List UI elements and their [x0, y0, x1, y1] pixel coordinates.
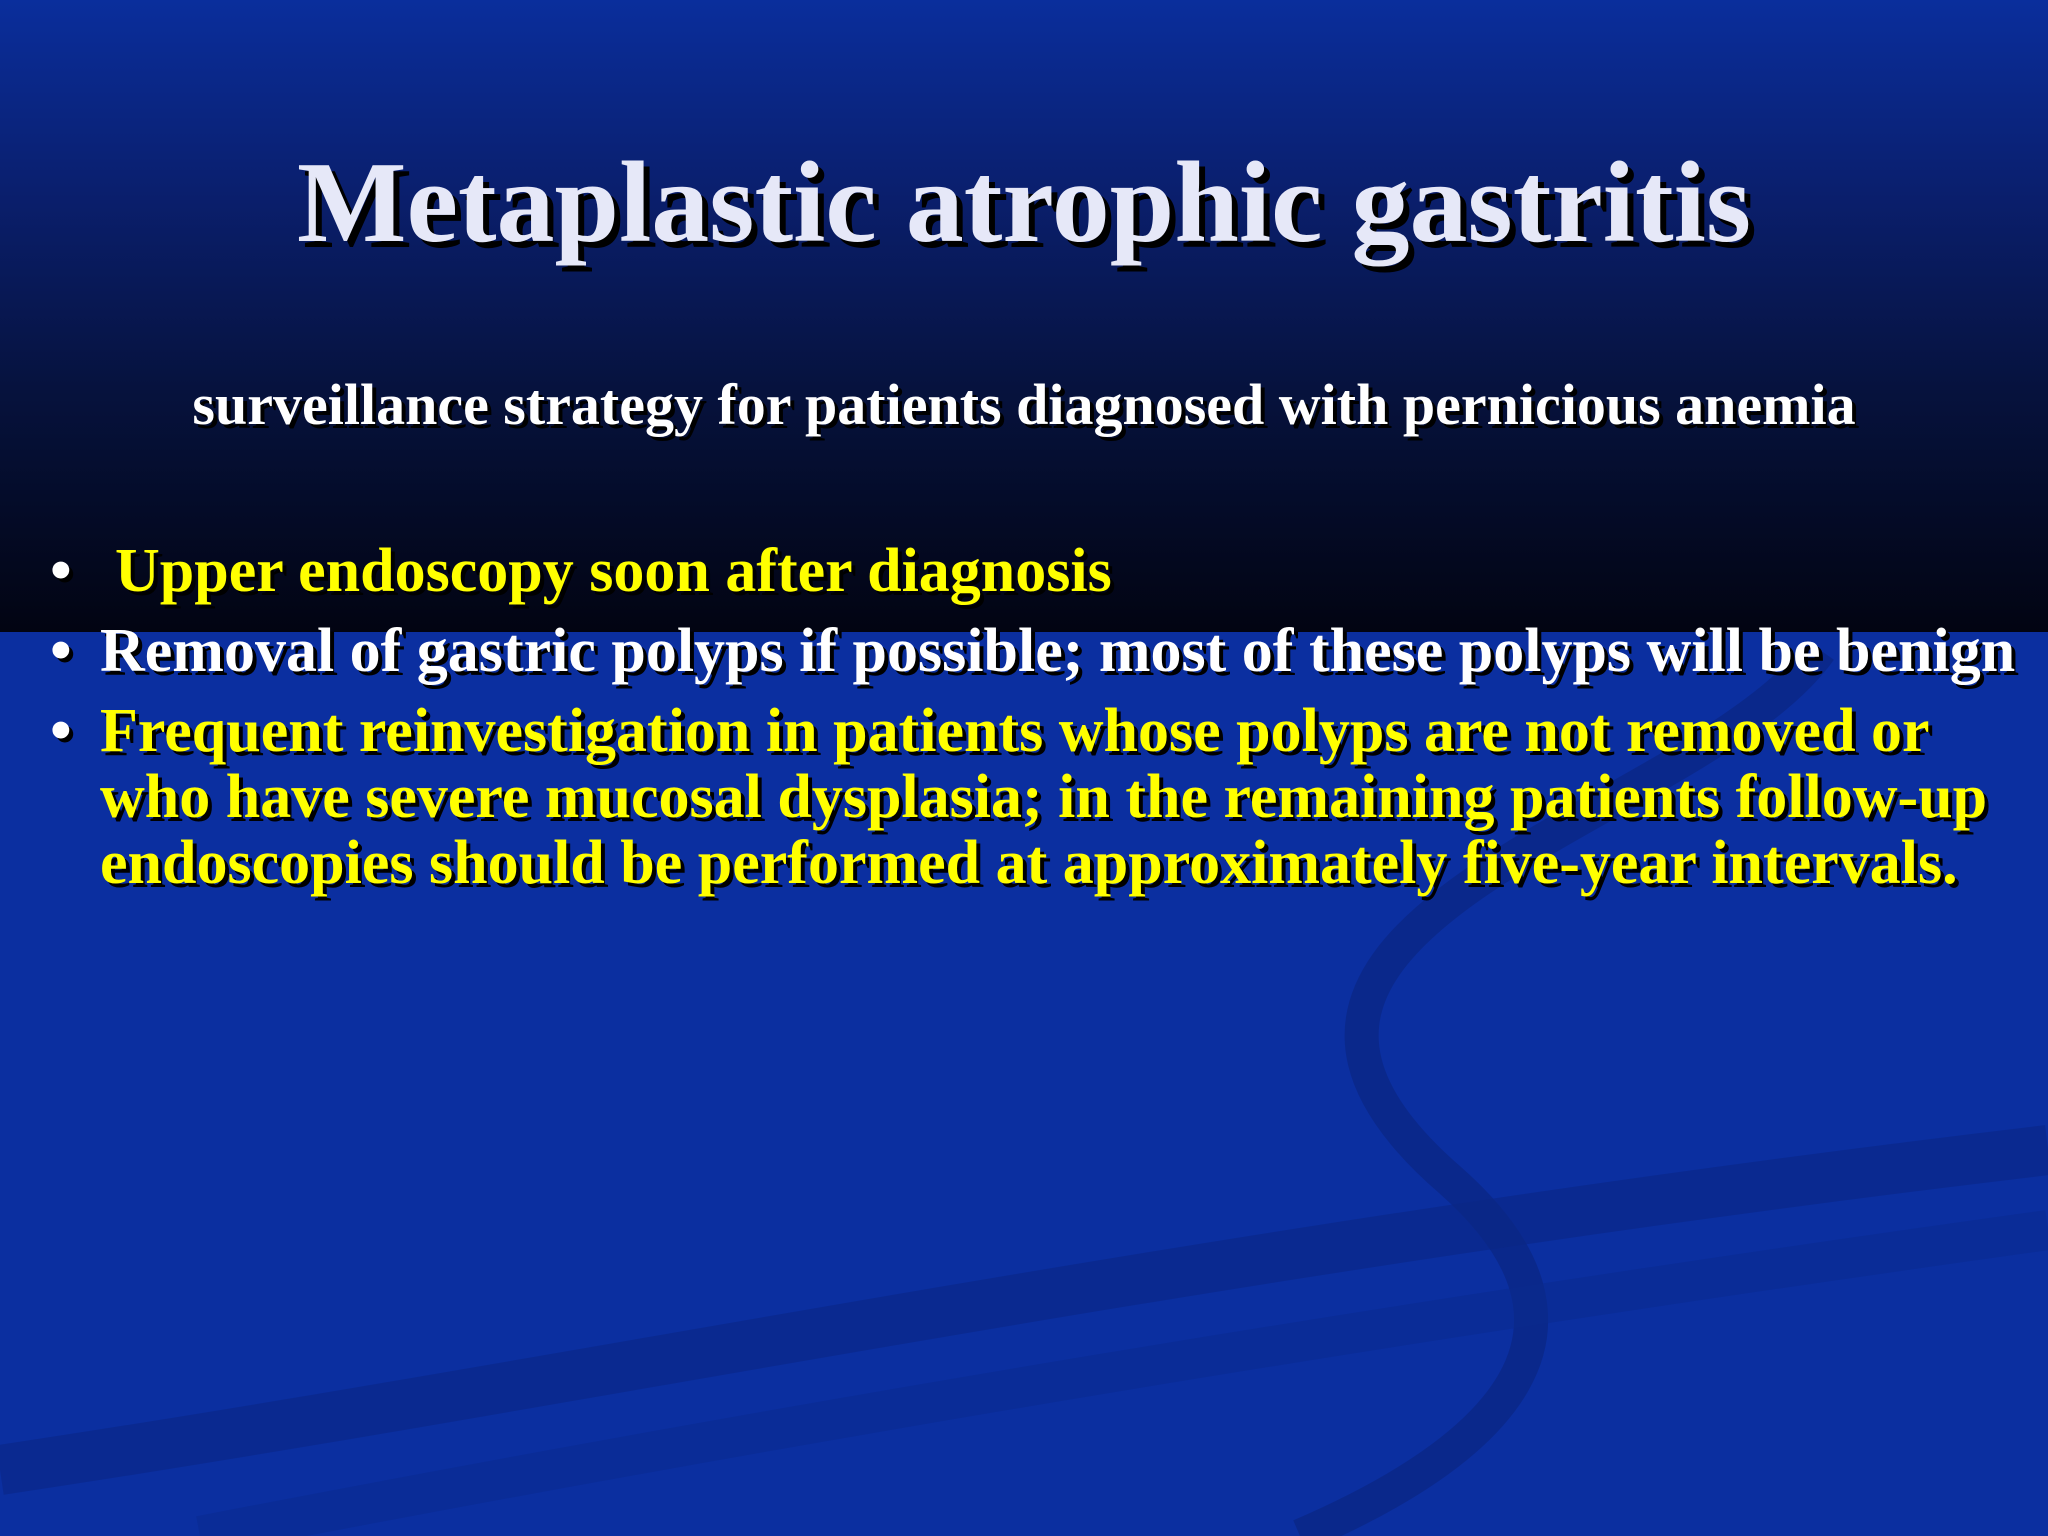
slide-subtitle: surveillance strategy for patients diagnosed with pernicious anemia: [192, 372, 1856, 437]
swoosh-curve-2: [0, 1150, 2048, 1470]
bullet-text-2: Removal of gastric polyps if possible; most of these polyps will be benign: [100, 617, 2016, 685]
bullet-marker: •: [50, 617, 72, 685]
slide-title: Metaplastic atrophic gastritis: [296, 139, 1752, 267]
bullet-marker: •: [50, 697, 72, 765]
bullet-item-1: [50, 538, 2030, 604]
bullet-item-3: [50, 698, 2030, 896]
bullet-text-3: Frequent reinvestigation in patients whose polyps are not removed or who have severe mucosal dysplasia; in the remaining patients follow-up endoscopies should be performed at approximately five-year intervals.: [100, 697, 1988, 897]
bullet-text-1: Upper endoscopy soon after diagnosis: [115, 537, 1112, 605]
bullet-list: [50, 538, 2030, 910]
bullet-marker: •: [50, 537, 72, 605]
bullet-item-2: [50, 618, 2030, 684]
